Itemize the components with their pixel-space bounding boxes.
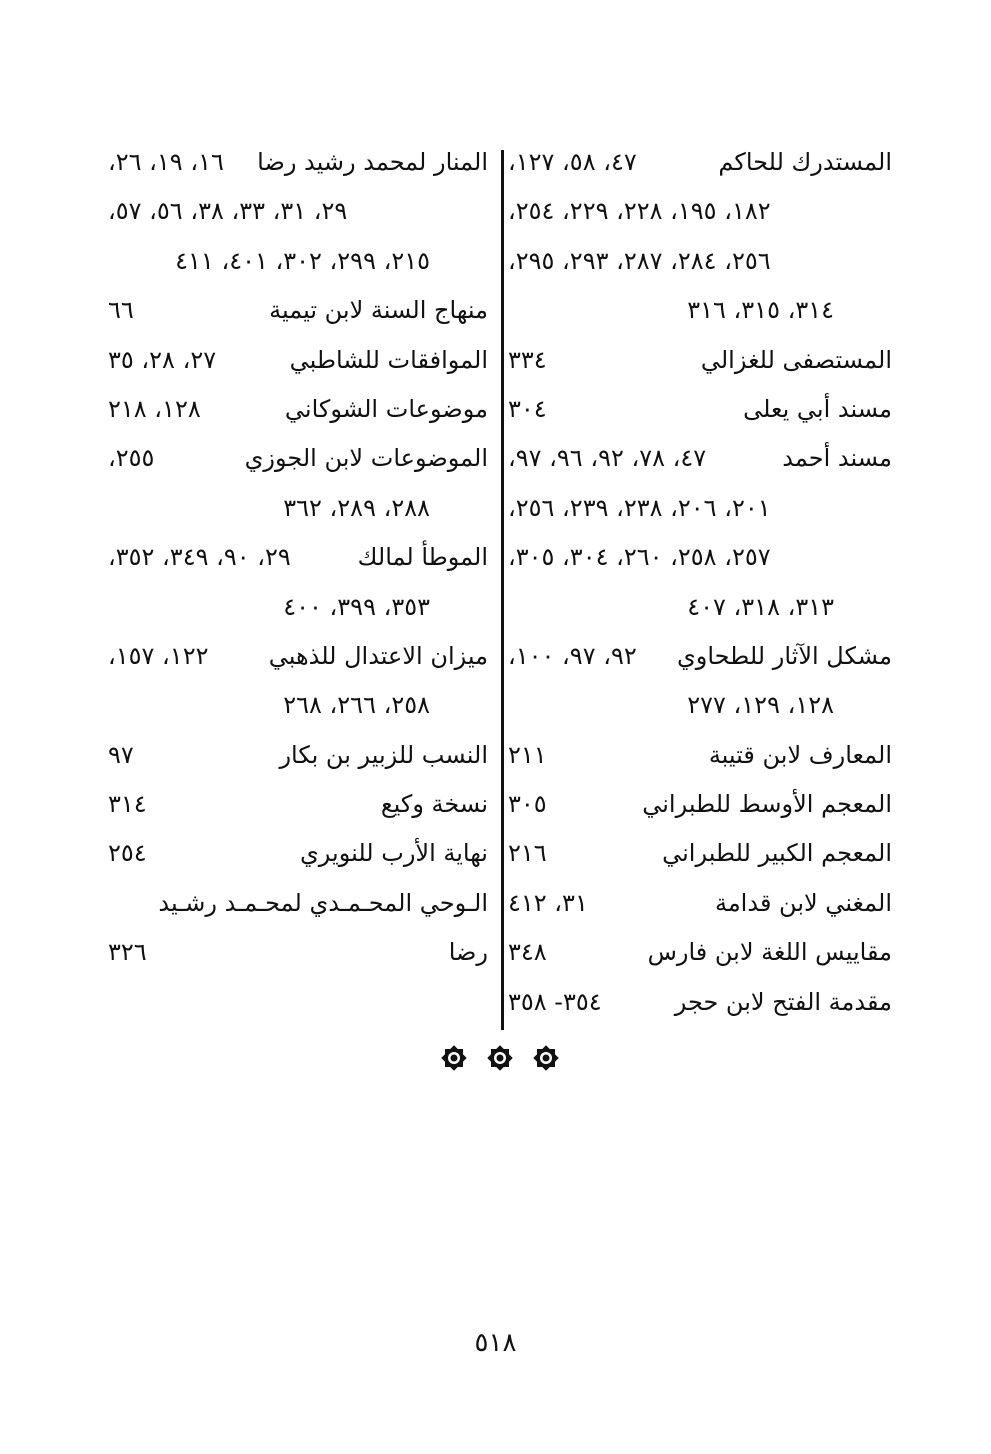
entry-title: مسند أحمد xyxy=(782,444,892,473)
entry-page-numbers: ٢٥٥، xyxy=(108,444,155,473)
entry-page-numbers: ٣٢٦ xyxy=(108,938,147,967)
entry-page-numbers: ١٦، ١٩، ٢٦، xyxy=(108,148,224,176)
index-entry-continuation xyxy=(508,286,892,335)
page-number: ٥١٨ xyxy=(474,1328,517,1358)
entry-page-numbers: ٣٤٨ xyxy=(508,938,547,967)
index-entry xyxy=(108,336,488,385)
entry-page-numbers: ١٢٨، ٢١٨ xyxy=(108,394,201,423)
index-entry-line xyxy=(108,286,488,335)
index-entry xyxy=(508,434,892,632)
index-entry-line xyxy=(508,780,892,829)
index-entry-line xyxy=(508,434,892,483)
index-entry-line xyxy=(508,632,892,681)
entry-page-numbers: ٣١٣، ٣١٨، ٤٠٧ xyxy=(687,592,834,621)
entry-title: الموافقات للشاطبي xyxy=(289,345,488,374)
index-entry-line xyxy=(508,731,892,780)
entry-page-numbers: ٣٥٣، ٣٩٩، ٤٠٠ xyxy=(283,592,430,621)
index-entry xyxy=(108,385,488,434)
index-entry xyxy=(508,731,892,780)
entry-page-numbers: ٢٥٦، ٢٨٤، ٢٨٧، ٢٩٣، ٢٩٥، xyxy=(508,246,771,275)
entry-page-numbers: ٣٠٥ xyxy=(508,790,547,819)
entry-page-numbers: ٢١٦ xyxy=(508,839,547,868)
index-entry-line xyxy=(108,138,488,187)
index-entry-continuation xyxy=(108,187,488,236)
index-entry-line xyxy=(108,731,488,780)
entry-page-numbers: ٢٥٤ xyxy=(108,839,147,868)
index-entry-line xyxy=(508,928,892,977)
section-end-ornaments xyxy=(440,1040,560,1076)
entry-page-numbers: ٢٧، ٢٨، ٣٥ xyxy=(108,345,217,374)
index-entry-continuation xyxy=(108,237,488,286)
entry-page-numbers: ١٢٢، ١٥٧، xyxy=(108,641,209,670)
entry-title: المغني لابن قدامة xyxy=(714,888,892,917)
entry-page-numbers: ٣٣٤ xyxy=(508,345,547,374)
entry-page-numbers: ٩٢، ٩٧، ١٠٠، xyxy=(508,641,637,670)
entry-page-numbers: ٢٨٨، ٢٨٩، ٣٦٢ xyxy=(283,493,430,522)
index-entry xyxy=(108,533,488,632)
entry-title: المنار لمحمد رشيد رضا xyxy=(257,148,488,176)
index-entry-line xyxy=(108,533,488,582)
entry-page-numbers: ٣١٤ xyxy=(108,790,147,819)
entry-title: الموطأ لمالك xyxy=(357,543,488,572)
index-entry-line xyxy=(108,632,488,681)
index-entry xyxy=(508,780,892,829)
entry-title: رضا xyxy=(448,938,488,967)
eight-point-star-icon xyxy=(532,1044,560,1072)
index-entry xyxy=(108,879,488,978)
entry-page-numbers: ٣١، ٤١٢ xyxy=(508,888,588,917)
entry-title: منهاج السنة لابن تيمية xyxy=(269,296,488,325)
entry-page-numbers: ٣٠٤ xyxy=(508,394,547,423)
entry-page-numbers: ٢١٥، ٢٩٩، ٣٠٢، ٤٠١، ٤١١ xyxy=(175,246,430,275)
index-entry-continuation xyxy=(508,533,892,582)
entry-page-numbers: ٦٦ xyxy=(108,296,134,325)
entry-page-numbers: ٢٩، ٣١، ٣٣، ٣٨، ٥٦، ٥٧، xyxy=(108,197,348,226)
entry-title: المستصفى للغزالي xyxy=(700,345,892,374)
index-entry xyxy=(508,138,892,336)
index-entry xyxy=(508,978,892,1027)
index-entry xyxy=(108,138,488,286)
index-entry xyxy=(508,336,892,385)
index-entry xyxy=(108,731,488,780)
entry-title: الـوحي المحـمـدي لمحـمـد رشـيد xyxy=(158,888,488,917)
entry-page-numbers: ٢٩، ٩٠، ٣٤٩، ٣٥٢، xyxy=(108,543,291,572)
entry-title: المعجم الكبير للطبراني xyxy=(662,839,892,868)
index-entry-continuation xyxy=(508,583,892,632)
entry-title: مقاييس اللغة لابن فارس xyxy=(647,938,892,967)
eight-point-star-icon xyxy=(440,1044,468,1072)
index-entry-line xyxy=(108,879,488,928)
entry-title: مقدمة الفتح لابن حجر xyxy=(674,987,892,1016)
index-entry xyxy=(108,286,488,335)
index-entry xyxy=(108,632,488,731)
index-entry-line xyxy=(508,829,892,878)
index-entry-line xyxy=(108,829,488,878)
index-entry-line xyxy=(508,385,892,434)
index-entry-continuation xyxy=(108,583,488,632)
entry-title: مشكل الآثار للطحاوي xyxy=(676,641,892,670)
entry-page-numbers: ١٨٢، ١٩٥، ٢٢٨، ٢٢٩، ٢٥٤، xyxy=(508,197,771,226)
index-entry-line xyxy=(108,434,488,483)
entry-title: نهاية الأرب للنويري xyxy=(299,839,488,868)
index-entry xyxy=(508,632,892,731)
column-divider xyxy=(501,150,504,1030)
entry-page-numbers: ٤٧، ٧٨، ٩٢، ٩٦، ٩٧، xyxy=(508,444,707,473)
entry-page-numbers: ٢٥٧، ٢٥٨، ٢٦٠، ٣٠٤، ٣٠٥، xyxy=(508,543,771,572)
entry-title: المستدرك للحاكم xyxy=(718,148,892,176)
entry-title: مسند أبي يعلى xyxy=(743,394,892,423)
entry-title: النسب للزبير بن بكار xyxy=(279,740,488,769)
entry-title: الموضوعات لابن الجوزي xyxy=(244,444,488,473)
entry-page-numbers: ٣٥٤- ٣٥٨ xyxy=(508,987,602,1016)
entry-title: المعارف لابن قتيبة xyxy=(708,740,892,769)
eight-point-star-icon xyxy=(486,1044,514,1072)
entry-title: نسخة وكيع xyxy=(380,790,488,819)
entry-page-numbers: ٢٥٨، ٢٦٦، ٢٦٨ xyxy=(283,691,430,720)
index-entry-line xyxy=(108,336,488,385)
index-entry-line xyxy=(508,978,892,1027)
index-entry-continuation xyxy=(508,681,892,730)
index-entry-line xyxy=(108,780,488,829)
entry-page-numbers: ٣١٤، ٣١٥، ٣١٦ xyxy=(687,296,834,325)
index-entry-line xyxy=(508,138,892,187)
index-column-left xyxy=(108,138,488,978)
index-entry-continuation xyxy=(508,237,892,286)
index-entry xyxy=(508,879,892,928)
index-entry xyxy=(108,829,488,878)
index-entry-continuation xyxy=(508,484,892,533)
entry-page-numbers: ٩٧ xyxy=(108,740,134,769)
index-entry-continuation xyxy=(508,187,892,236)
index-entry-continuation xyxy=(108,484,488,533)
entry-page-numbers: ٤٧، ٥٨، ١٢٧، xyxy=(508,148,637,176)
index-entry xyxy=(108,434,488,533)
index-entry-line xyxy=(508,336,892,385)
index-entry xyxy=(108,780,488,829)
index-entry xyxy=(508,928,892,977)
entry-page-numbers: ٢١١ xyxy=(508,740,547,769)
entry-page-numbers: ١٢٨، ١٢٩، ٢٧٧ xyxy=(687,691,834,720)
index-column-right xyxy=(508,138,892,1027)
index-entry xyxy=(508,385,892,434)
entry-title: المعجم الأوسط للطبراني xyxy=(642,790,892,819)
index-entry-continuation xyxy=(108,681,488,730)
index-entry-line xyxy=(108,928,488,977)
entry-title: ميزان الاعتدال للذهبي xyxy=(268,641,488,670)
index-entry xyxy=(508,829,892,878)
index-entry-line xyxy=(108,385,488,434)
entry-page-numbers: ٢٠١، ٢٠٦، ٢٣٨، ٢٣٩، ٢٥٦، xyxy=(508,493,771,522)
index-entry-line xyxy=(508,879,892,928)
entry-title: موضوعات الشوكاني xyxy=(284,394,488,423)
